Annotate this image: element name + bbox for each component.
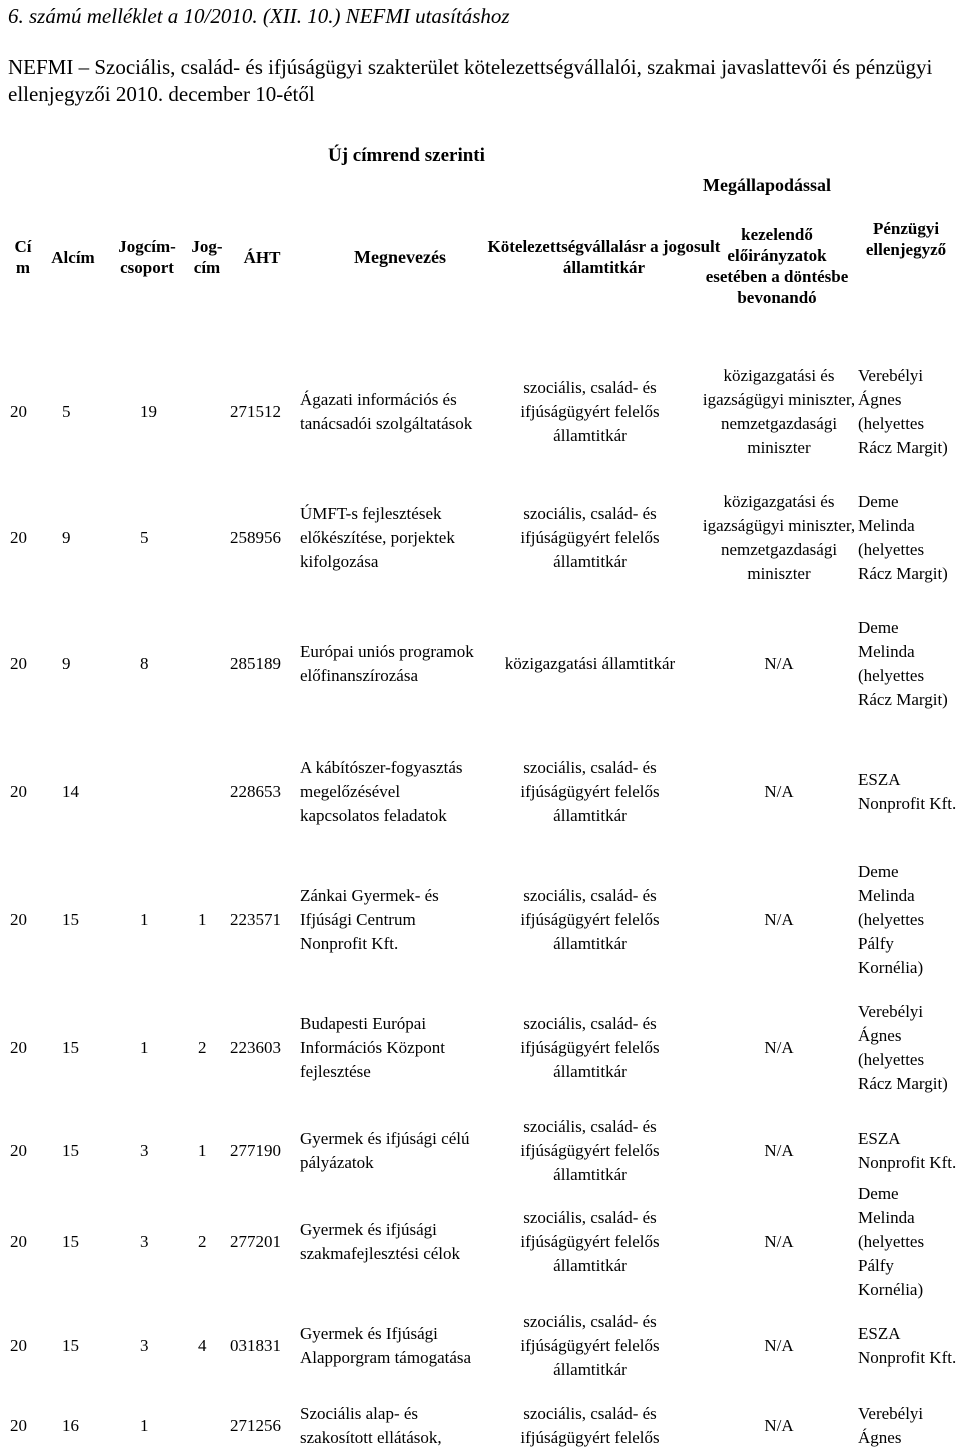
table-row	[0, 1296, 960, 1396]
cell-jogcim: 2	[198, 1038, 207, 1057]
cell-penzugyi: Verebélyi Ágnes	[858, 1404, 924, 1447]
cell-kotelezettsegvallalo: szociális, család- és ifjúságügyért felelős	[520, 1404, 660, 1447]
cell-jogcimcsoport: 19	[140, 402, 157, 421]
cell-kotelezettsegvallalo: szociális, család- és ifjúságügyért felelős államtitkár	[520, 1208, 660, 1275]
cell-cim: 20	[10, 654, 27, 673]
table-row	[0, 604, 960, 724]
cell-aht: 223571	[230, 910, 281, 929]
table-row	[0, 352, 960, 472]
cell-alcim: 14	[62, 782, 79, 801]
cell-jogcimcsoport: 3	[140, 1232, 149, 1251]
header-megallapodas: kezelendő előirányzatok esetében a döntésbe bevonandó	[705, 225, 849, 307]
cell-jogcimcsoport: 5	[140, 528, 149, 547]
header-aht: ÁHT	[243, 248, 281, 267]
cell-megallapodas: N/A	[764, 782, 794, 801]
cell-alcim: 15	[62, 1232, 79, 1251]
cell-jogcimcsoport	[140, 730, 176, 854]
cell-jogcimcsoport: 3	[140, 1336, 149, 1355]
table-row	[0, 1404, 960, 1448]
cell-aht: 223603	[230, 1038, 281, 1057]
cell-megallapodas: N/A	[764, 1336, 794, 1355]
cell-megallapodas: N/A	[764, 1038, 794, 1057]
cell-megallapodas: N/A	[764, 910, 794, 929]
cell-megallapodas: közigazgatási és igazságügyi miniszter, nemzetgazdasági miniszter	[702, 492, 856, 583]
header-jogcim: Jog- cím	[191, 237, 223, 277]
cell-kotelezettsegvallalo: szociális, család- és ifjúságügyért felelős államtitkár	[520, 1117, 660, 1184]
header-cim: Cí m	[14, 237, 32, 277]
table-row	[0, 1184, 960, 1299]
cell-jogcimcsoport: 1	[140, 1038, 149, 1057]
cell-aht: 228653	[230, 782, 281, 801]
cell-alcim: 15	[62, 1038, 79, 1057]
cell-jogcim	[198, 1404, 224, 1448]
intro-text: NEFMI – Szociális, család- és ifjúságügyi szakterület kötelezettségvállalói, szakmai javaslattevői és pénzügyi ellenjegyzői 2010. december 10-étől	[8, 55, 933, 106]
cell-kotelezettsegvallalo: közigazgatási államtitkár	[504, 654, 676, 673]
cell-megnevezes: Ágazati információs és tanácsadói szolgáltatások	[300, 390, 473, 433]
cell-alcim: 9	[62, 654, 71, 673]
caption: 6. számú melléklet a 10/2010. (XII. 10.) NEFMI utasításhoz	[8, 4, 510, 28]
cell-megallapodas: N/A	[764, 654, 794, 673]
cell-alcim: 15	[62, 1336, 79, 1355]
cell-penzugyi: Verebélyi Ágnes (helyettes Rácz Margit)	[858, 1002, 948, 1093]
cell-megnevezes: Zánkai Gyermek- és Ifjúsági Centrum Nonprofit Kft.	[300, 886, 439, 953]
table-row	[0, 730, 960, 854]
cell-penzugyi: Verebélyi Ágnes (helyettes Rácz Margit)	[858, 366, 948, 457]
sub-header: Megállapodással	[703, 175, 832, 195]
cell-penzugyi: ESZA Nonprofit Kft.	[858, 1129, 957, 1172]
cell-penzugyi: ESZA Nonprofit Kft.	[858, 770, 957, 813]
cell-alcim: 5	[62, 402, 71, 421]
cell-megnevezes: ÚMFT-s fejlesztések előkészítése, porjektek kifolgozása	[300, 504, 455, 571]
cell-jogcim	[198, 478, 224, 598]
table-row	[0, 478, 960, 598]
cell-jogcim	[198, 730, 224, 854]
header-jogcimcsoport: Jogcím- csoport	[118, 237, 176, 277]
cell-jogcimcsoport: 1	[140, 910, 149, 929]
cell-aht: 271512	[230, 402, 281, 421]
cell-kotelezettsegvallalo: szociális, család- és ifjúságügyért felelős államtitkár	[520, 504, 660, 571]
cell-kotelezettsegvallalo: szociális, család- és ifjúságügyért felelős államtitkár	[520, 758, 660, 825]
cell-megnevezes: Gyermek és Ifjúsági Alapporgram támogatása	[300, 1324, 472, 1367]
cell-megnevezes: Szociális alap- és szakosított ellátások,	[300, 1404, 442, 1447]
cell-jogcim: 1	[198, 910, 207, 929]
cell-penzugyi: Deme Melinda (helyettes Rácz Margit)	[858, 618, 948, 709]
cell-alcim: 15	[62, 1141, 79, 1160]
cell-cim: 20	[10, 1416, 27, 1435]
cell-aht: 277201	[230, 1232, 281, 1251]
cell-jogcim: 4	[198, 1336, 207, 1355]
cell-jogcimcsoport: 8	[140, 654, 149, 673]
cell-jogcim: 1	[198, 1141, 207, 1160]
cell-kotelezettsegvallalo: szociális, család- és ifjúságügyért felelős államtitkár	[520, 1312, 660, 1379]
cell-megnevezes: Gyermek és ifjúsági szakmafejlesztési célok	[300, 1220, 461, 1263]
cell-jogcimcsoport: 1	[140, 1416, 149, 1435]
cell-aht: 031831	[230, 1336, 281, 1355]
cell-cim: 20	[10, 402, 27, 421]
cell-megallapodas: N/A	[764, 1232, 794, 1251]
cell-megnevezes: Gyermek és ifjúsági célú pályázatok	[300, 1129, 470, 1172]
header-megnevezes: Megnevezés	[354, 247, 446, 267]
cell-kotelezettsegvallalo: szociális, család- és ifjúságügyért felelős államtitkár	[520, 1014, 660, 1081]
table-row	[0, 1116, 960, 1186]
cell-jogcim	[198, 352, 224, 472]
header-penzugyi: Pénzügyi ellenjegyző	[865, 219, 947, 259]
cell-penzugyi: Deme Melinda (helyettes Rácz Margit)	[858, 492, 948, 583]
cell-aht: 271256	[230, 1416, 281, 1435]
cell-penzugyi: Deme Melinda (helyettes Pálfy Kornélia)	[858, 862, 925, 977]
cell-cim: 20	[10, 528, 27, 547]
cell-penzugyi: ESZA Nonprofit Kft.	[858, 1324, 957, 1367]
cell-cim: 20	[10, 1038, 27, 1057]
cell-cim: 20	[10, 782, 27, 801]
cell-aht: 258956	[230, 528, 281, 547]
header-kotelezettsegvallalo: Kötelezettségvállalásr a jogosult államtitkár	[487, 237, 721, 277]
cell-kotelezettsegvallalo: szociális, család- és ifjúságügyért felelős államtitkár	[520, 378, 660, 445]
group-header: Új címrend szerinti	[328, 145, 485, 166]
cell-alcim: 16	[62, 1416, 79, 1435]
table-row	[0, 986, 960, 1110]
cell-aht: 285189	[230, 654, 281, 673]
cell-cim: 20	[10, 910, 27, 929]
cell-alcim: 15	[62, 910, 79, 929]
table-row	[0, 858, 960, 982]
cell-alcim: 9	[62, 528, 71, 547]
cell-cim: 20	[10, 1336, 27, 1355]
cell-aht: 277190	[230, 1141, 281, 1160]
cell-megallapodas: közigazgatási és igazságügyi miniszter, nemzetgazdasági miniszter	[702, 366, 856, 457]
cell-jogcim: 2	[198, 1232, 207, 1251]
cell-megallapodas: N/A	[764, 1141, 794, 1160]
cell-megnevezes: Budapesti Európai Információs Központ fejlesztése	[300, 1014, 445, 1081]
cell-kotelezettsegvallalo: szociális, család- és ifjúságügyért felelős államtitkár	[520, 886, 660, 953]
cell-megallapodas: N/A	[764, 1416, 794, 1435]
cell-cim: 20	[10, 1232, 27, 1251]
cell-cim: 20	[10, 1141, 27, 1160]
cell-jogcimcsoport: 3	[140, 1141, 149, 1160]
cell-megnevezes: A kábítószer-fogyasztás megelőzésével kapcsolatos feladatok	[300, 758, 463, 825]
cell-penzugyi: Deme Melinda (helyettes Pálfy Kornélia)	[858, 1184, 925, 1299]
header-alcim: Alcím	[51, 248, 95, 267]
cell-megnevezes: Európai uniós programok előfinanszírozása	[300, 642, 474, 685]
cell-jogcim	[198, 604, 224, 724]
